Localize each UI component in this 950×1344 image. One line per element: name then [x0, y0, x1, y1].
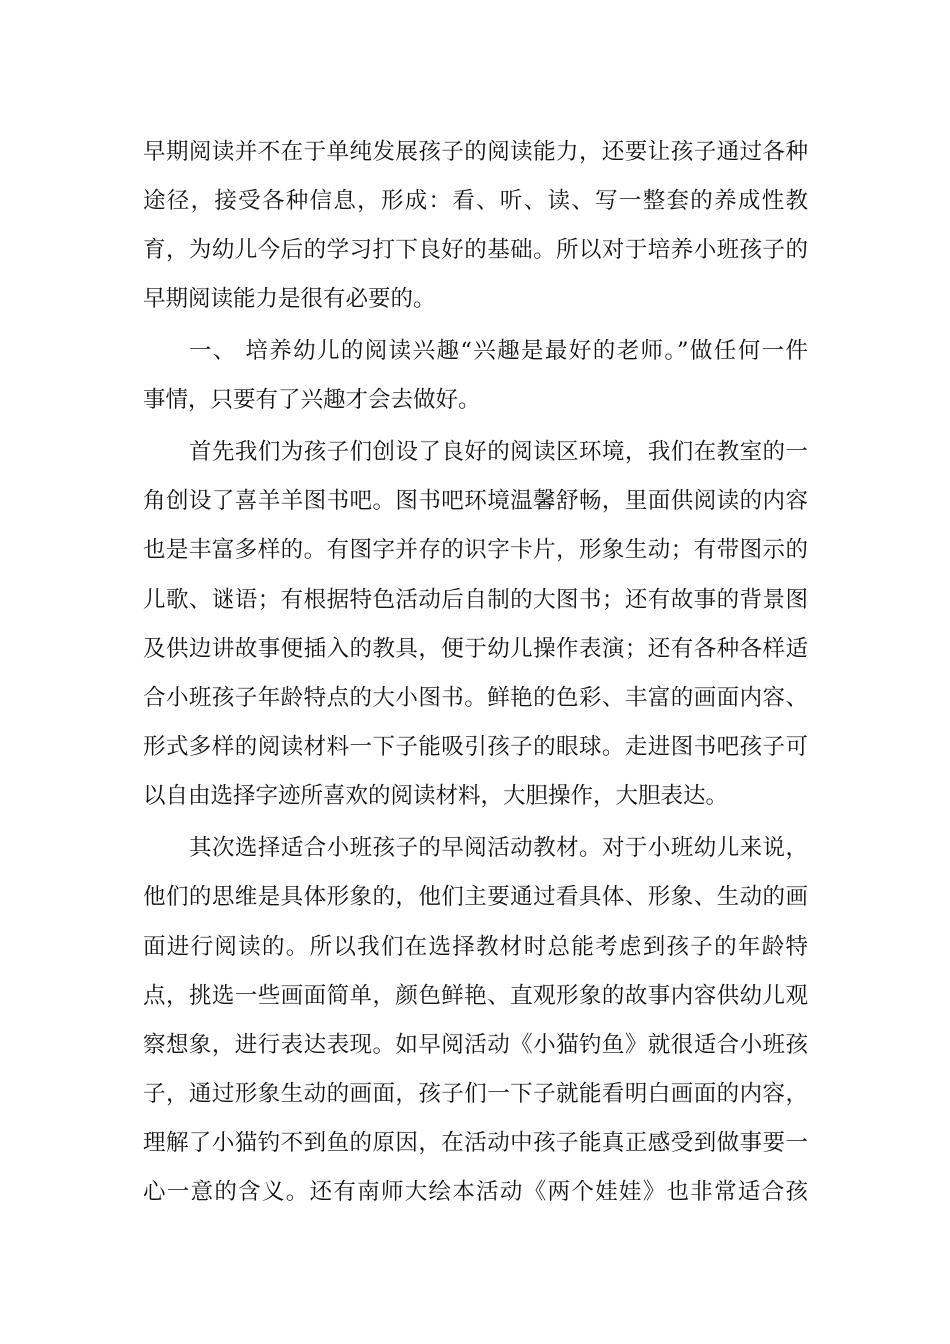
text-line: 途径，接受各种信息，形成：看、听、读、写一整套的养成性教 [143, 188, 808, 214]
text-line: 心一意的含义。还有南师大绘本活动《两个娃娃》也非常适合孩 [143, 1179, 808, 1205]
text-line: 也是丰富多样的。有图字并存的识字卡片，形象生动；有带图示的 [143, 537, 808, 563]
text-line: 及供边讲故事便插入的教具，便于幼儿操作表演；还有各种各样适 [143, 636, 808, 662]
text-line: 角创设了喜羊羊图书吧。图书吧环境温馨舒畅，里面供阅读的内容 [143, 488, 808, 514]
text-line: 育，为幼儿今后的学习打下良好的基础。所以对于培养小班孩子的 [143, 237, 808, 263]
paragraph-first-line: 首先我们为孩子们创设了良好的阅读区环境，我们在教室的一 [189, 439, 808, 465]
section-heading-line: 一、 培养幼儿的阅读兴趣“兴趣是最好的老师。”做任何一件 [189, 338, 808, 364]
text-line: 面进行阅读的。所以我们在选择教材时总能考虑到孩子的年龄特 [143, 934, 808, 960]
text-line: 子，通过形象生动的画面，孩子们一下子就能看明白画面的内容， [143, 1081, 808, 1107]
paragraph-first-line: 其次选择适合小班孩子的早阅活动教材。对于小班幼儿来说， [189, 835, 808, 861]
text-line: 合小班孩子年龄特点的大小图书。鲜艳的色彩、丰富的画面内容、 [143, 685, 808, 711]
text-line: 形式多样的阅读材料一下子能吸引孩子的眼球。走进图书吧孩子可 [143, 734, 808, 760]
text-line: 早期阅读并不在于单纯发展孩子的阅读能力，还要让孩子通过各种 [143, 139, 808, 165]
text-line: 早期阅读能力是很有必要的。 [143, 286, 436, 312]
text-line: 以自由选择字迹所喜欢的阅读材料，大胆操作，大胆表达。 [143, 783, 729, 809]
text-line: 他们的思维是具体形象的，他们主要通过看具体、形象、生动的画 [143, 884, 808, 910]
text-line: 点，挑选一些画面简单，颜色鲜艳、直观形象的故事内容供幼儿观 [143, 983, 808, 1009]
text-line: 儿歌、谜语；有根据特色活动后自制的大图书；还有故事的背景图 [143, 587, 808, 613]
text-line: 事情，只要有了兴趣才会去做好。 [143, 387, 481, 413]
text-line: 察想象，进行表达表现。如早阅活动《小猫钓鱼》就很适合小班孩 [143, 1032, 808, 1058]
text-line: 理解了小猫钓不到鱼的原因，在活动中孩子能真正感受到做事要一 [143, 1130, 808, 1156]
